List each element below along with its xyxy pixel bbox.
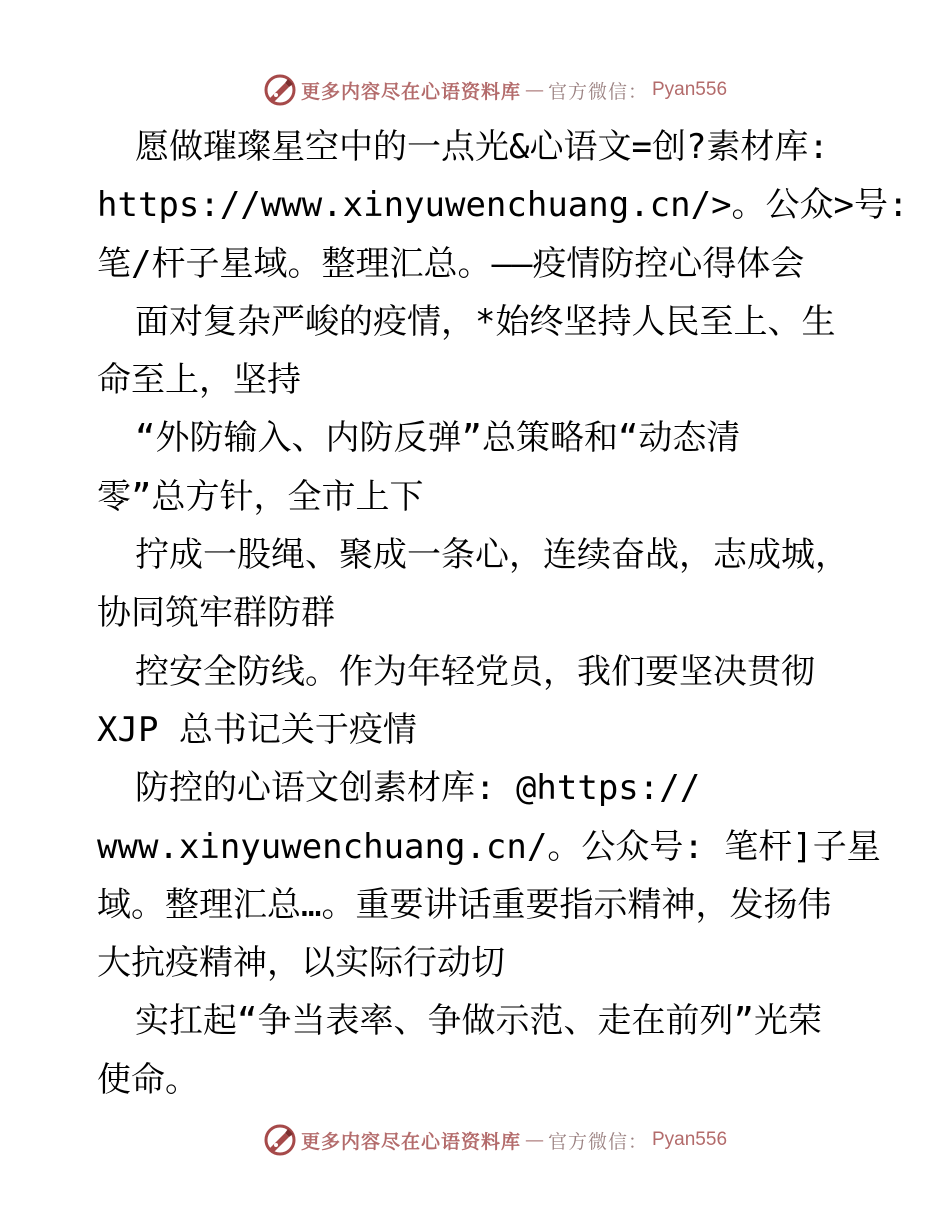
text-line: 控安全防线。作为年轻党员，我们要坚决贯彻: [135, 651, 815, 692]
text-line: 面对复杂严峻的疫情，*始终坚持人民至上、生: [135, 301, 836, 342]
text-line: 协同筑牢群防群: [97, 593, 335, 634]
footer-text: 更多内容尽在心语资料库: [300, 1130, 521, 1153]
text-line: 笔/杆子星域。整理汇总。——疫情防控心得体会: [97, 243, 805, 284]
footer-banner-inner: [223, 1123, 727, 1157]
footer-dash: —: [524, 1129, 544, 1151]
header-banner: [0, 70, 950, 110]
header-wechat-label: 官方微信：: [547, 80, 648, 103]
header-wechat-id: Pyan556: [652, 79, 728, 100]
text-line: 愿做璀璨星空中的一点光&心语文=创?素材库:: [135, 127, 829, 167]
footer-banner: [0, 1120, 950, 1160]
pen-logo-icon: [263, 73, 297, 107]
text-line: 大抗疫精神，以实际行动切: [97, 943, 505, 984]
text-line: XJP 总书记关于疫情: [97, 709, 417, 750]
header-dash: —: [524, 79, 544, 101]
footer-wechat-id: Pyan556: [652, 1129, 728, 1150]
text-line: 零”总方针，全市上下: [97, 476, 424, 517]
text-line: 实扛起“争当表率、争做示范、走在前列”光荣: [135, 1001, 822, 1042]
text-line: https://www.xinyuwenchuang.cn/>。公众>号:: [97, 185, 909, 226]
text-line: 拧成一股绳、聚成一条心，连续奋战，志成城，: [135, 535, 849, 576]
text-line: 命至上，坚持: [97, 360, 301, 401]
footer-wechat-label: 官方微信：: [547, 1130, 648, 1153]
text-line: www.xinyuwenchuang.cn/。公众号: 笔杆]子星: [97, 826, 881, 867]
text-line: “外防输入、内防反弹”总策略和“动态清: [135, 418, 741, 459]
text-line: 域。整理汇总…。重要讲话重要指示精神，发扬伟: [97, 884, 832, 925]
header-text: 更多内容尽在心语资料库: [300, 80, 521, 103]
text-line: 防控的心语文创素材库: @https://: [135, 768, 701, 809]
text-line: 使命。: [97, 1059, 199, 1100]
header-banner-inner: [223, 73, 727, 107]
pen-logo-icon: [263, 1123, 297, 1157]
document-body: [97, 118, 909, 1109]
